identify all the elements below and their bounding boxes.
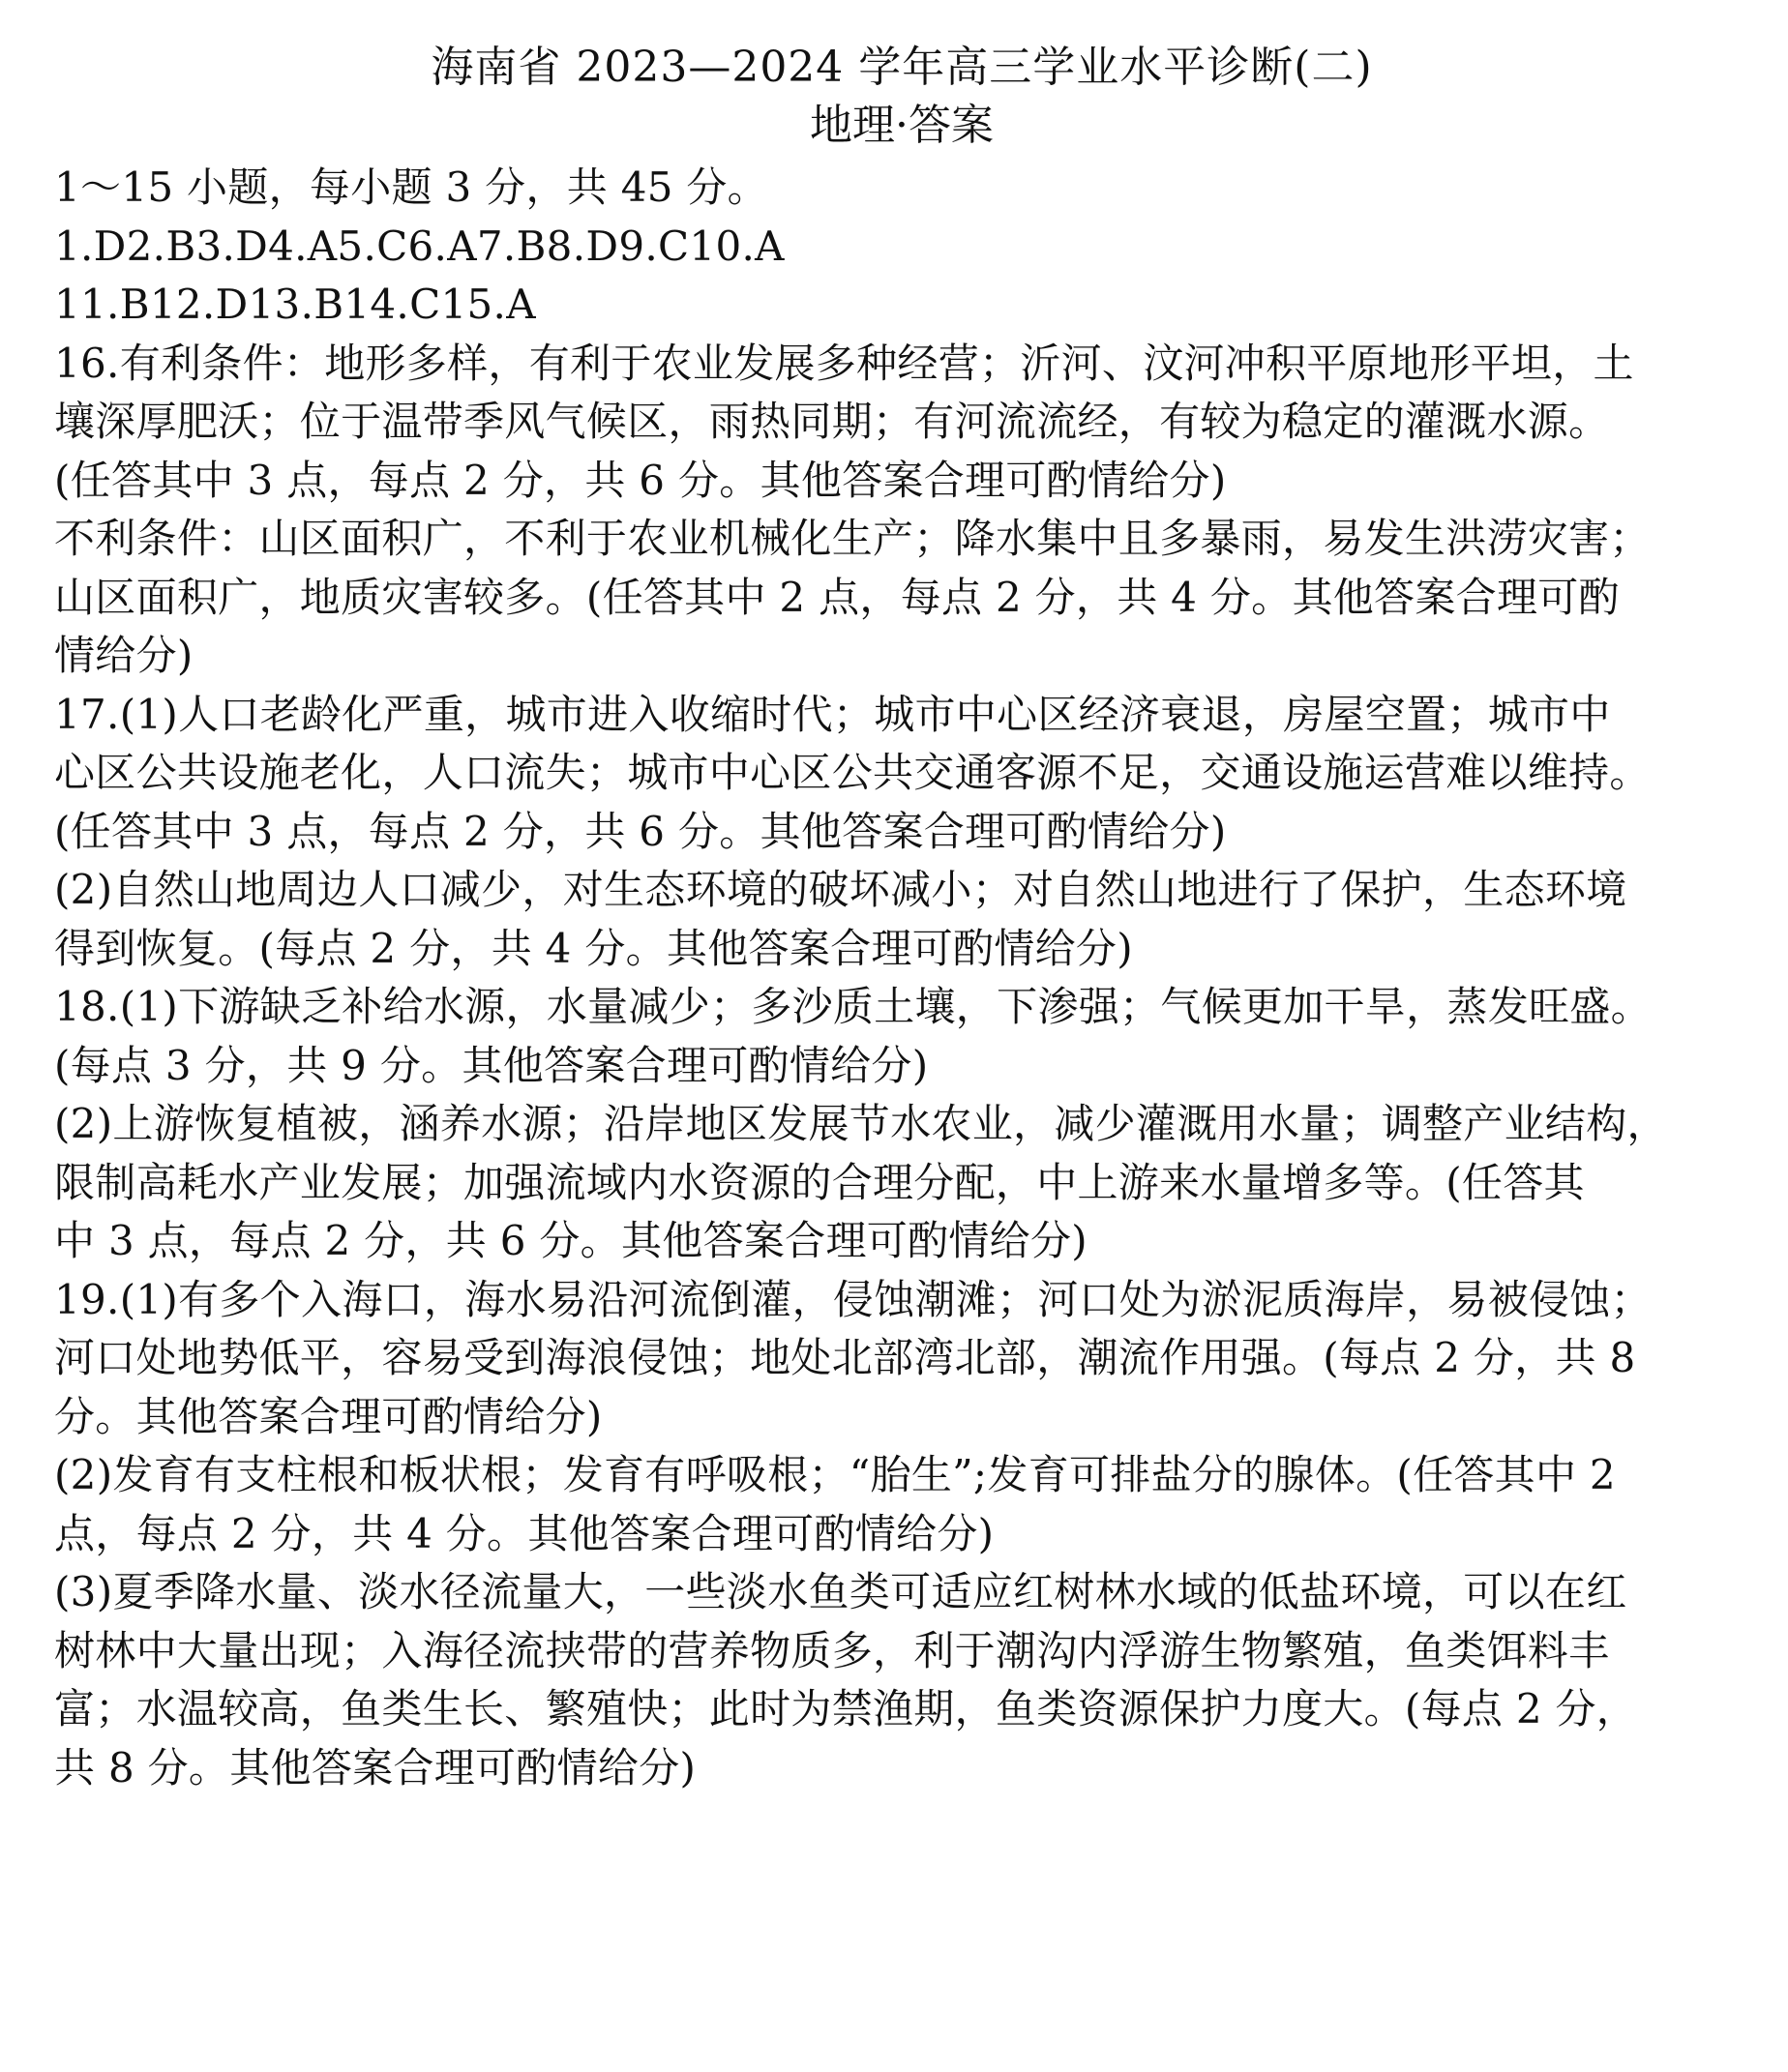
q17-line-1: 17.(1)人口老龄化严重，城市进入收缩时代；城市中心区经济衰退，房屋空置；城市中 — [54, 690, 1611, 738]
q19-line-4: (2)发育有支柱根和板状根；发育有呼吸根；“胎生”;发育可排盐分的腺体。(任答其中 2 — [54, 1451, 1616, 1498]
q17-line-3: (任答其中 3 点，每点 2 分，共 6 分。其他答案合理可酌情给分) — [54, 807, 1227, 855]
q16-line-3: (任答其中 3 点，每点 2 分，共 6 分。其他答案合理可酌情给分) — [54, 456, 1227, 504]
q19-line-1: 19.(1)有多个入海口，海水易沿河流倒灌，侵蚀潮滩；河口处为淤泥质海岸，易被侵蚀； — [54, 1275, 1652, 1323]
q19-line-3: 分。其他答案合理可酌情给分) — [54, 1392, 603, 1440]
document-subtitle: 地理·答案 — [810, 101, 994, 150]
scoring-note: 1～15 小题，每小题 3 分，共 45 分。 — [54, 163, 768, 211]
q17-line-5: 得到恢复。(每点 2 分，共 4 分。其他答案合理可酌情给分) — [54, 924, 1133, 972]
q16-line-5: 山区面积广，地质灾害较多。(任答其中 2 点，每点 2 分，共 4 分。其他答案合理可酌 — [54, 573, 1620, 621]
q18-line-3: (2)上游恢复植被，涵养水源；沿岸地区发展节水农业，减少灌溉用水量；调整产业结构， — [54, 1100, 1668, 1147]
q18-line-4: 限制高耗水产业发展；加强流域内水资源的合理分配，中上游来水量增多等。(任答其 — [54, 1158, 1585, 1206]
mc-answers-11-15: 11.B12.D13.B14.C15.A — [54, 281, 536, 328]
q19-line-2: 河口处地势低平，容易受到海浪侵蚀；地处北部湾北部，潮流作用强。(每点 2 分，共 8 — [54, 1334, 1636, 1381]
q16-line-2: 壤深厚肥沃；位于温带季风气候区，雨热同期；有河流流经，有较为稳定的灌溉水源。 — [54, 398, 1610, 445]
q17-line-4: (2)自然山地周边人口减少，对生态环境的破坏减小；对自然山地进行了保护，生态环境 — [54, 866, 1627, 913]
q16-line-1: 16.有利条件：地形多样，有利于农业发展多种经营；沂河、汶河冲积平原地形平坦，土 — [54, 339, 1634, 387]
q19-line-5: 点，每点 2 分，共 4 分。其他答案合理可酌情给分) — [54, 1509, 995, 1557]
document-title: 海南省 2023—2024 学年高三学业水平诊断(二) — [431, 43, 1373, 92]
q19-line-9: 共 8 分。其他答案合理可酌情给分) — [54, 1743, 697, 1791]
q19-line-8: 富；水温较高，鱼类生长、繁殖快；此时为禁渔期，鱼类资源保护力度大。(每点 2 分， — [54, 1685, 1638, 1732]
q19-line-7: 树林中大量出现；入海径流挟带的营养物质多，利于潮沟内浮游生物繁殖，鱼类饵料丰 — [54, 1626, 1610, 1674]
q18-line-2: (每点 3 分，共 9 分。其他答案合理可酌情给分) — [54, 1041, 929, 1089]
q17-line-2: 心区公共设施老化，人口流失；城市中心区公共交通客源不足，交通设施运营难以维持。 — [54, 749, 1651, 796]
q16-line-6: 情给分) — [54, 632, 194, 679]
q16-line-4: 不利条件：山区面积广，不利于农业机械化生产；降水集中且多暴雨，易发生洪涝灾害； — [54, 515, 1651, 562]
answer-document — [54, 39, 1749, 1797]
q18-line-1: 18.(1)下游缺乏补给水源，水量减少；多沙质土壤，下渗强；气候更加干旱，蒸发旺盛。 — [54, 983, 1652, 1030]
mc-answers-1-10: 1.D2.B3.D4.A5.C6.A7.B8.D9.C10.A — [54, 222, 785, 270]
q18-line-5: 中 3 点，每点 2 分，共 6 分。其他答案合理可酌情给分) — [54, 1217, 1088, 1264]
q19-line-6: (3)夏季降水量、淡水径流量大，一些淡水鱼类可适应红树林水域的低盐环境，可以在红 — [54, 1568, 1627, 1615]
